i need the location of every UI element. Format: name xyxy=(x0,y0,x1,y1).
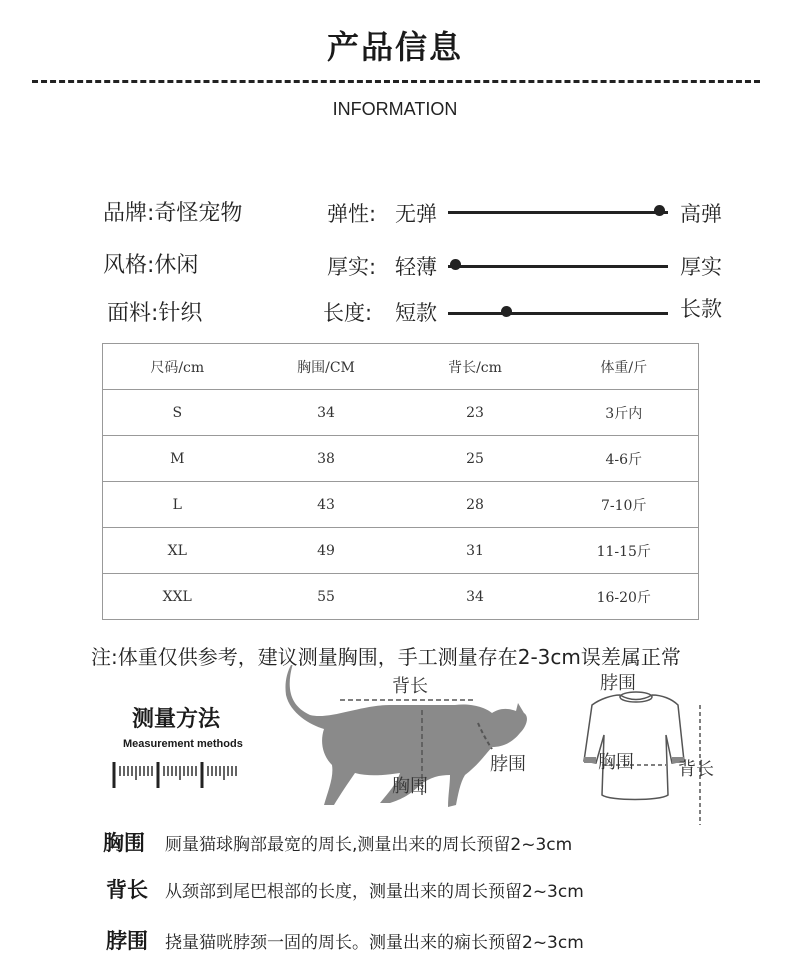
cell-chest: 34 xyxy=(252,390,401,436)
table-row xyxy=(103,390,699,436)
cell-chest: 55 xyxy=(252,574,401,620)
cell-weight: 7-10斤 xyxy=(550,482,699,528)
cell-size: S xyxy=(103,390,252,436)
page-title: 产品信息 xyxy=(326,28,463,66)
shirt-neck-label: 脖围 xyxy=(600,673,636,694)
table-row xyxy=(103,574,699,620)
table-header-row xyxy=(103,344,699,390)
definition-neck xyxy=(0,925,790,955)
cat-chest-label: 胸围 xyxy=(392,776,428,797)
scale-length-marker xyxy=(501,306,512,317)
ruler-icon xyxy=(110,760,245,792)
cell-chest: 49 xyxy=(252,528,401,574)
scale-length-low: 短款 xyxy=(395,301,437,325)
header-chest: 胸围/CM xyxy=(252,344,401,390)
scale-thickness-marker xyxy=(450,259,461,270)
cell-size: M xyxy=(103,436,252,482)
table-row xyxy=(103,436,699,482)
scale-elasticity-low: 无弹 xyxy=(395,202,437,226)
cell-back-length: 34 xyxy=(401,574,550,620)
cell-back-length: 31 xyxy=(401,528,550,574)
cell-weight: 11-15斤 xyxy=(550,528,699,574)
attr-brand: 品牌:奇怪宠物 xyxy=(103,201,243,226)
scale-thickness-name: 厚实: xyxy=(327,255,377,279)
table-row xyxy=(103,482,699,528)
definition-text: 挠量猫咣脖颈一固的周长。测量出来的痫长预留2~3cm xyxy=(165,933,584,953)
scale-length-name: 长度: xyxy=(323,301,373,325)
header-back-length: 背长/cm xyxy=(401,344,550,390)
definition-text: 从颈部到尾巴根部的长度，测量出来的周长预留2~3cm xyxy=(165,882,584,902)
definition-term: 胸围 xyxy=(103,831,145,855)
cell-back-length: 25 xyxy=(401,436,550,482)
scale-length-track xyxy=(448,312,668,315)
scale-length-high: 长款 xyxy=(680,297,722,321)
cell-size: XXL xyxy=(103,574,252,620)
cell-size: XL xyxy=(103,528,252,574)
scale-thickness-track xyxy=(448,265,668,268)
page-subtitle: INFORMATION xyxy=(332,99,458,119)
definition-back-length xyxy=(0,874,790,904)
method-subtitle: Measurement methods xyxy=(123,738,243,750)
scale-elasticity-marker xyxy=(654,205,665,216)
dashed-divider xyxy=(32,80,760,83)
cell-back-length: 23 xyxy=(401,390,550,436)
cell-weight: 16-20斤 xyxy=(550,574,699,620)
definition-chest xyxy=(0,827,790,857)
cell-weight: 4-6斤 xyxy=(550,436,699,482)
definition-term: 背长 xyxy=(106,878,148,902)
scale-elasticity-track xyxy=(448,211,668,214)
header-size: 尺码/cm xyxy=(103,344,252,390)
measurement-diagram xyxy=(280,665,730,835)
measurement-note: 注:体重仅供参考，建议测量胸围，手工测量存在2-3cm误差属正常 xyxy=(91,645,681,669)
attr-style: 风格:休闲 xyxy=(103,253,199,278)
scale-elasticity-name: 弹性: xyxy=(327,202,377,226)
shirt-back-length-label: 背长 xyxy=(678,759,714,780)
size-table xyxy=(102,343,699,620)
definition-text: 厕量猫球胸部最宽的周长,测量出来的周长预留2~3cm xyxy=(165,835,573,855)
header-weight: 体重/斤 xyxy=(550,344,699,390)
scale-thickness-low: 轻薄 xyxy=(395,255,437,279)
cell-chest: 43 xyxy=(252,482,401,528)
shirt-icon xyxy=(584,692,684,800)
scale-thickness-high: 厚实 xyxy=(680,255,722,279)
method-title: 测量方法 xyxy=(132,707,221,732)
cell-back-length: 28 xyxy=(401,482,550,528)
cell-weight: 3斤内 xyxy=(550,390,699,436)
attr-fabric: 面料:针织 xyxy=(107,301,203,326)
definition-term: 脖围 xyxy=(106,929,148,953)
table-row xyxy=(103,528,699,574)
scale-elasticity-high: 高弹 xyxy=(680,202,722,226)
shirt-chest-label: 胸围 xyxy=(598,752,634,773)
cat-neck-label: 脖围 xyxy=(490,754,526,775)
cell-chest: 38 xyxy=(252,436,401,482)
cell-size: L xyxy=(103,482,252,528)
cat-back-length-label: 背长 xyxy=(392,676,428,697)
